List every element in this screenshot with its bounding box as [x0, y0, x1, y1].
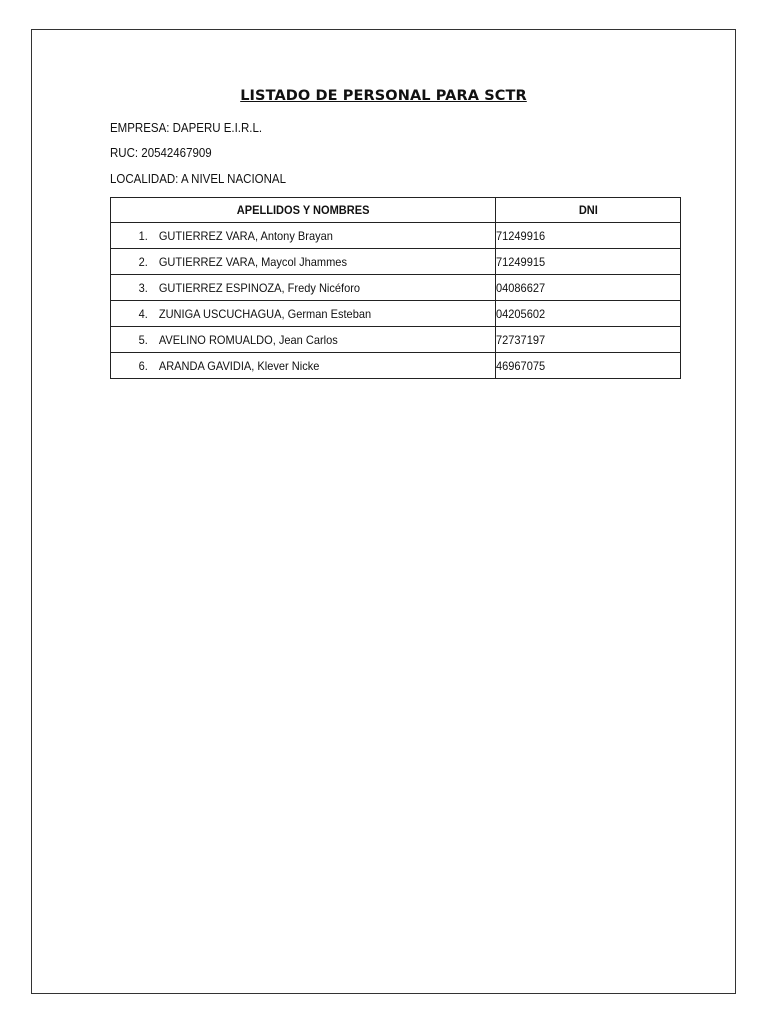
row-name: AVELINO ROMUALDO, Jean Carlos [158, 332, 338, 347]
name-cell [111, 353, 496, 379]
table-row [111, 223, 681, 249]
table-row [111, 353, 681, 379]
row-name: ARANDA GAVIDIA, Klever Nicke [158, 358, 320, 373]
row-number: 3. [138, 280, 148, 295]
row-dni: 71249916 [495, 228, 545, 243]
empresa-line: EMPRESA: DAPERU E.I.R.L. [110, 121, 263, 135]
header-names [111, 198, 496, 223]
table-row [111, 327, 681, 353]
localidad-line: LOCALIDAD: A NIVEL NACIONAL [110, 172, 286, 186]
row-dni: 04086627 [495, 280, 545, 295]
dni-cell [495, 301, 680, 327]
name-cell [111, 249, 496, 275]
row-name: GUTIERREZ ESPINOZA, Fredy Nicéforo [158, 280, 361, 295]
row-dni: 72737197 [495, 332, 545, 347]
dni-cell [495, 249, 680, 275]
header-dni-label: DNI [578, 203, 598, 217]
document-page [31, 29, 736, 994]
table-row [111, 275, 681, 301]
row-name: GUTIERREZ VARA, Maycol Jhammes [158, 254, 347, 269]
row-number: 6. [138, 358, 148, 373]
document-title: LISTADO DE PERSONAL PARA SCTR [240, 88, 527, 104]
name-cell [111, 223, 496, 249]
row-dni: 71249915 [495, 254, 545, 269]
row-number: 2. [138, 254, 148, 269]
row-dni: 46967075 [495, 358, 545, 373]
header-names-label: APELLIDOS Y NOMBRES [236, 203, 370, 217]
dni-cell [495, 327, 680, 353]
table-row [111, 301, 681, 327]
header-dni [495, 198, 680, 223]
table-row [111, 249, 681, 275]
staff-table [110, 197, 681, 379]
row-dni: 04205602 [495, 306, 545, 321]
row-name: ZUNIGA USCUCHAGUA, German Esteban [158, 306, 372, 321]
dni-cell [495, 353, 680, 379]
table-header-row [111, 198, 681, 223]
row-number: 4. [138, 306, 148, 321]
row-number: 5. [138, 332, 148, 347]
row-name: GUTIERREZ VARA, Antony Brayan [158, 228, 333, 243]
dni-cell [495, 223, 680, 249]
name-cell [111, 275, 496, 301]
name-cell [111, 327, 496, 353]
name-cell [111, 301, 496, 327]
ruc-line: RUC: 20542467909 [110, 146, 212, 160]
dni-cell [495, 275, 680, 301]
row-number: 1. [138, 228, 148, 243]
